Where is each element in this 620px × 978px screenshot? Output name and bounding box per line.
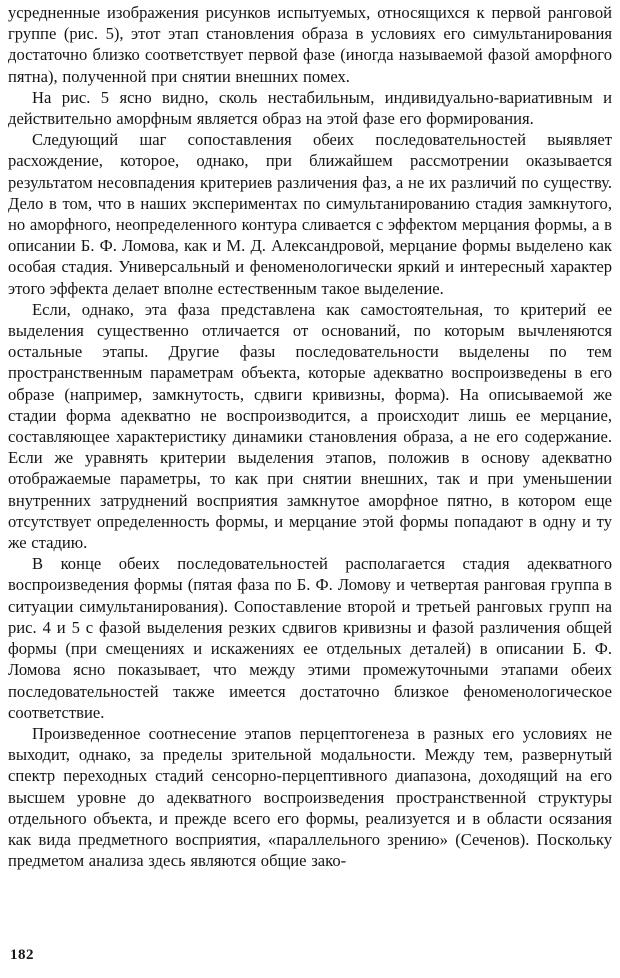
paragraph-4: Если, однако, эта фаза представлена как самостоятельная, то критерий ее выделения существенно отличается от оснований, по которым вычленяются остальные этапы. Другие фазы последовательности выделены по тем пространственным параметрам объекта, которые адекватно воспроизведены в его образе (например, замкнутость, сдвиги кривизны, форма). На описываемой же стадии форма адекватно не воспроизводится, а происходит лишь ее мерцание, составляющее характеристику динамики становления образа, а не его содержание. Если же уравнять критерии выделения этапов, положив в основу адекватно отображаемые параметры, то как при снятии внешних, так и при уменьшении внутренних затруднений восприятия замкнутое аморфное пятно, в котором еще отсутствует определенность формы, и мерцание этой формы попадают в одну и ту же стадию. bbox=[8, 299, 612, 553]
paragraph-1: усредненные изображения рисунков испытуемых, относящихся к первой ранговой группе (рис. 5), этот этап становления образа в условиях его симультанирования достаточно близко соответствует первой фазе (иногда называемой фазой аморфного пятна), полученной при снятии внешних помех. bbox=[8, 3, 612, 86]
paragraph-3: Следующий шаг сопоставления обеих последовательностей выявляет расхождение, которое, однако, при ближайшем рассмотрении оказывается результатом несовпадения критериев различения фаз, а не их различий по существу. Дело в том, что в наших экспериментах по симультанированию стадия замкнутого, но аморфного, неопределенного контура сливается с эффектом мерцания формы, а в описании Б. Ф. Ломова, как и М. Д. Александровой, мерцание формы выделено как особая стадия. Универсальный и феноменологически яркий и интересный характер этого эффекта делает вполне естественным такое выделение. bbox=[8, 130, 612, 298]
book-page bbox=[8, 2, 612, 972]
paragraph-5: В конце обеих последовательностей располагается стадия адекватного воспроизведения формы (пятая фаза по Б. Ф. Ломову и четвертая ранговая группа в ситуации симультанирования). Сопоставление второй и третьей ранговых групп на рис. 4 и 5 с фазой выделения резких сдвигов кривизны и фазой различения общей формы (при смещениях и искажениях ее отдельных деталей) в описании Б. Ф. Ломова ясно показывает, что между этими промежуточными этапами обеих последовательностей также имеется достаточно близкое феноменологическое соответствие. bbox=[8, 554, 612, 722]
page-number: 182 bbox=[10, 947, 34, 963]
paragraph-6: Произведенное соотнесение этапов перцептогенеза в разных его условиях не выходит, однако, за пределы зрительной модальности. Между тем, развернутый спектр переходных стадий сенсорно-перцептивного диапазона, доходящий на его высшем уровне до адекватного воспроизведения пространственной структуры отдельного объекта, и прежде всего его формы, реализуется и в области осязания как вида предметного восприятия, «параллельного зрению» (Сеченов). Поскольку предметом анализа здесь являются общие зако- bbox=[8, 723, 612, 871]
paragraph-2: На рис. 5 ясно видно, сколь нестабильным, индивидуально-вариативным и действительно аморфным является образ на этой фазе его формирования. bbox=[8, 87, 612, 129]
